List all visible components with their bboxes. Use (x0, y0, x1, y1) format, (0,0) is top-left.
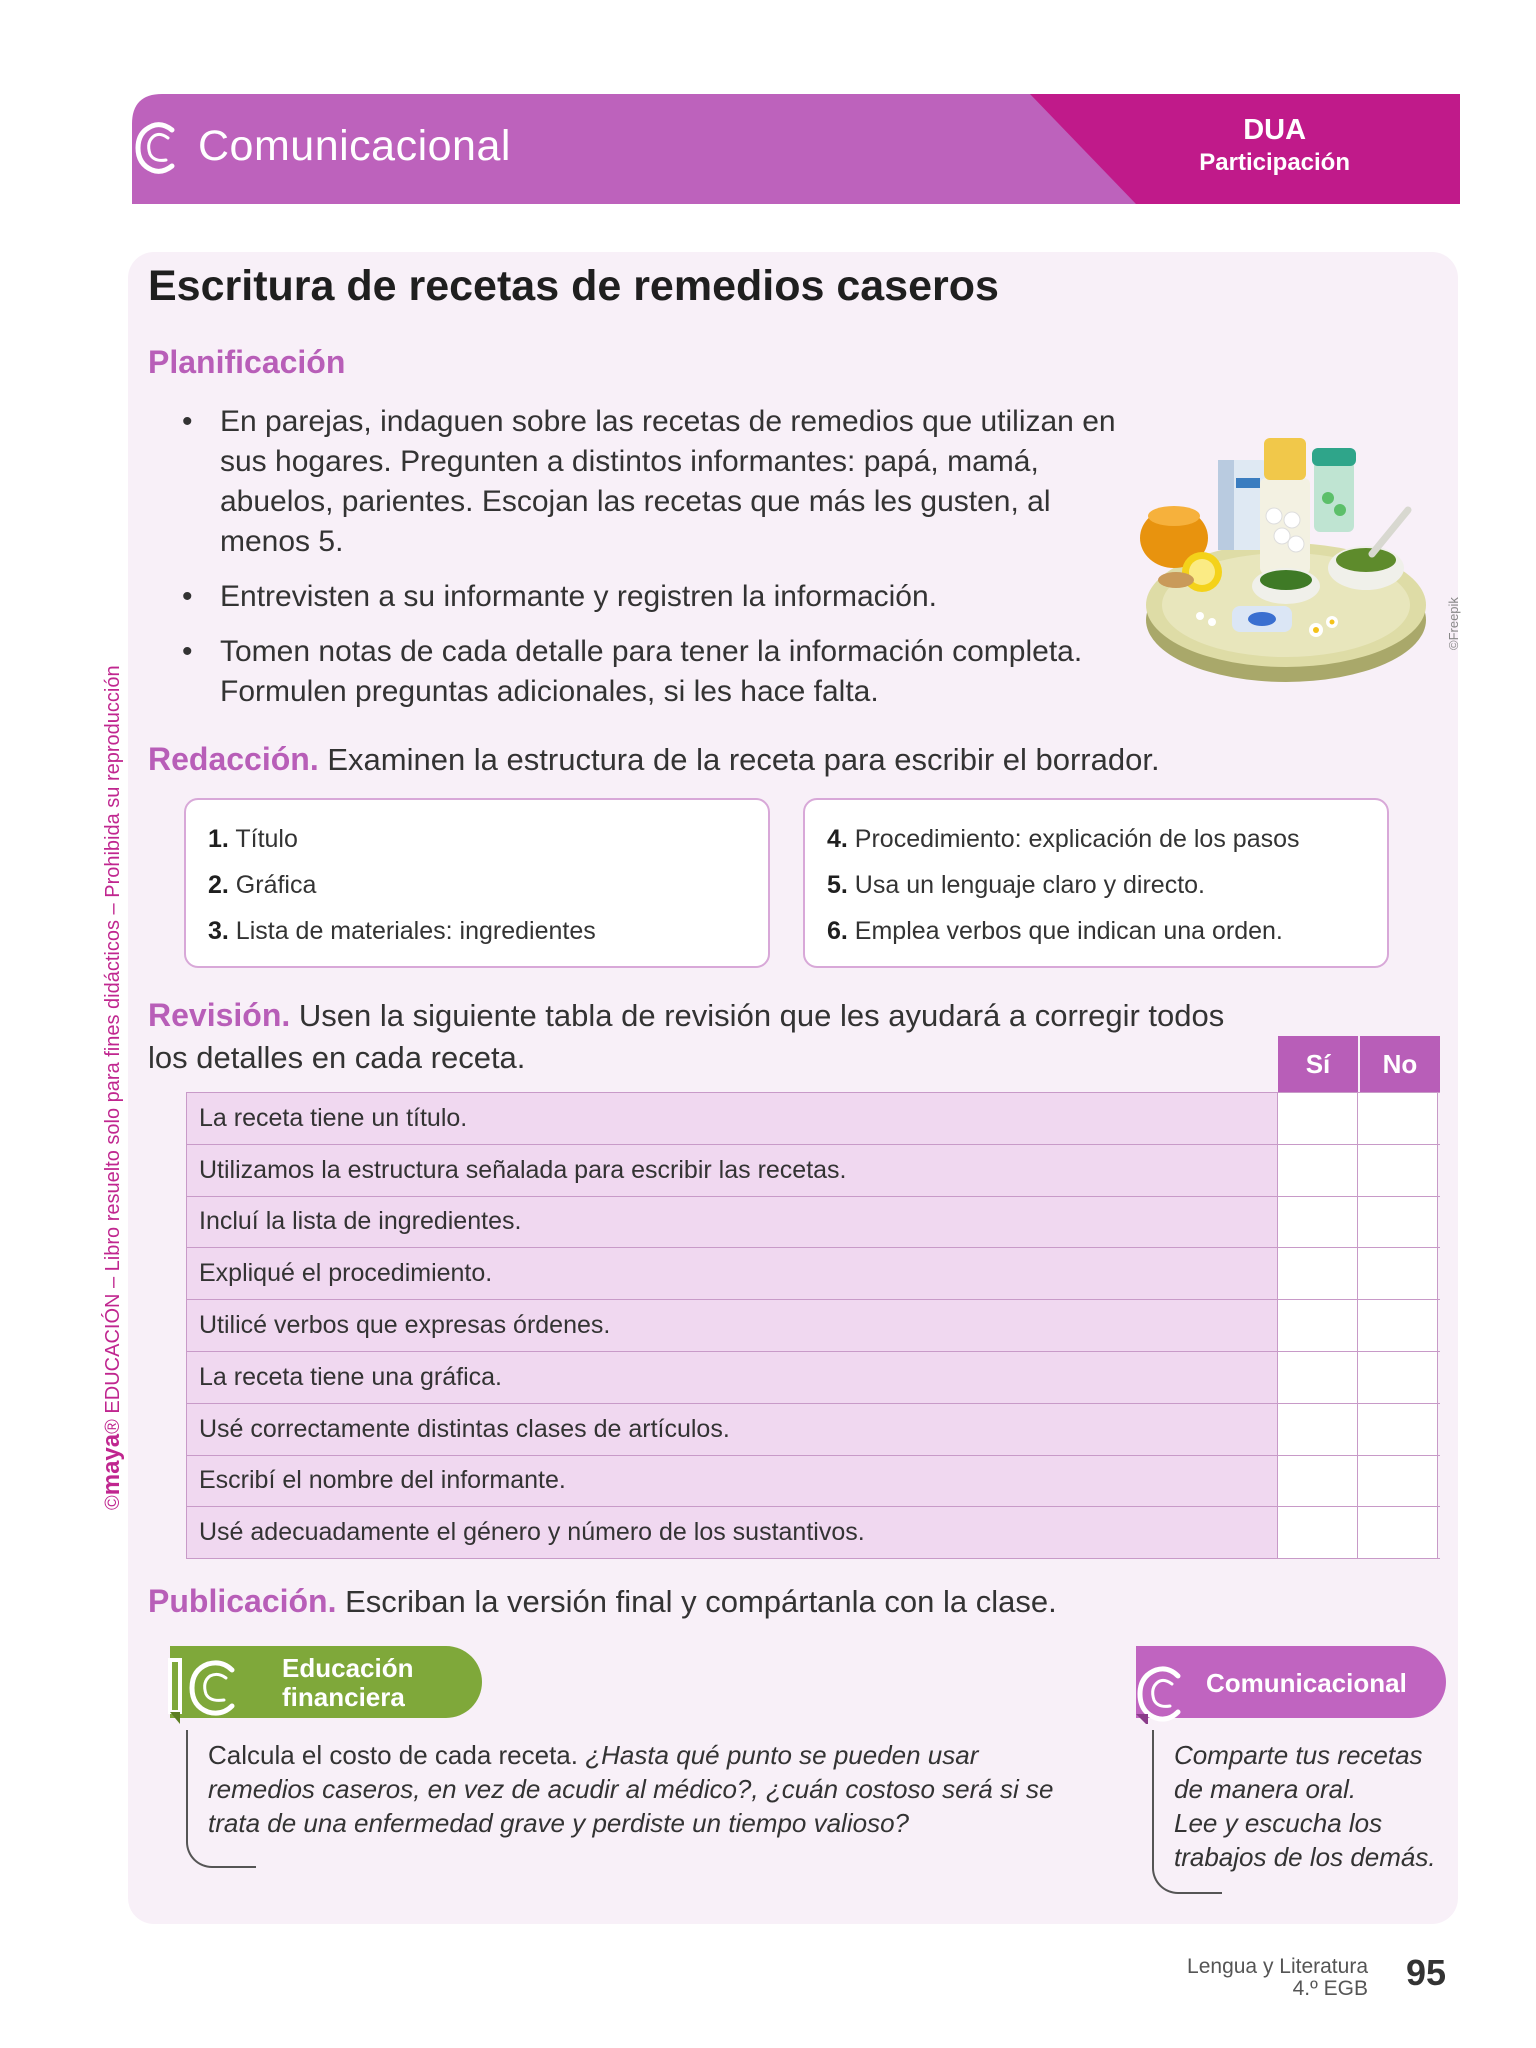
footer-subject (1187, 1956, 1368, 2000)
comunicacional-c-icon (132, 120, 180, 176)
list-item: • Tomen notas de cada detalle para tener la información completa. Formulen preguntas adicionales, si les hace falta. (178, 632, 1118, 712)
redaccion-text: Examinen la estructura de la receta para escribir el borrador. (318, 742, 1160, 777)
checkbox-yes[interactable] (1278, 1456, 1358, 1507)
revision-paragraph (148, 994, 1268, 1079)
planificacion-list (178, 402, 1118, 727)
checkbox-no[interactable] (1358, 1197, 1438, 1248)
publisher-logo: maya (98, 1433, 125, 1496)
structure-item: 2. Gráfica (208, 871, 317, 899)
checkbox-yes[interactable] (1278, 1507, 1358, 1558)
financiera-text (208, 1738, 1068, 1840)
table-row (186, 1248, 1440, 1300)
checkbox-no[interactable] (1358, 1352, 1438, 1403)
checkbox-yes[interactable] (1278, 1404, 1358, 1455)
grade-label: 4.º EGB (1292, 1977, 1368, 2000)
structure-item: 5. Usa un lenguaje claro y directo. (827, 871, 1206, 899)
criterion-cell: Utilizamos la estructura señalada para escribir las recetas. (186, 1145, 1278, 1196)
column-header-no: No (1360, 1036, 1440, 1092)
table-row (186, 1093, 1440, 1145)
publicacion-paragraph (148, 1580, 1057, 1623)
criterion-cell: La receta tiene un título. (186, 1093, 1278, 1144)
text-line: trabajos de los demás. (1174, 1842, 1436, 1872)
checkbox-yes[interactable] (1278, 1300, 1358, 1351)
comunicacional-callout-title: Comunicacional (1206, 1668, 1407, 1698)
image-credit: ©Freepik (1446, 597, 1461, 650)
checkbox-yes[interactable] (1278, 1197, 1358, 1248)
planificacion-heading: Planificación (148, 344, 346, 380)
banner-title: Comunicacional (198, 122, 511, 170)
copyright-text: ® EDUCACIÓN – Libro resuelto solo para fines didácticos – Prohibida su reproducción (102, 665, 124, 1434)
text-line: Comparte tus recetas (1174, 1740, 1423, 1770)
criterion-cell: Usé correctamente distintas clases de artículos. (186, 1404, 1278, 1455)
page-title: Escritura de recetas de remedios caseros (148, 262, 999, 310)
checkbox-no[interactable] (1358, 1145, 1438, 1196)
page-number: 95 (1406, 1952, 1447, 1993)
text-line: de manera oral. (1174, 1774, 1357, 1804)
dua-subtitle: Participación (1199, 149, 1350, 176)
table-row (186, 1507, 1440, 1559)
text-line: Lee y escucha los (1174, 1808, 1383, 1838)
criterion-cell: Escribí el nombre del informante. (186, 1456, 1278, 1507)
dua-badge (1199, 114, 1350, 177)
checkbox-yes[interactable] (1278, 1093, 1358, 1144)
publicacion-text: Escriban la versión final y compártanla con la clase. (336, 1584, 1057, 1619)
criterion-cell: La receta tiene una gráfica. (186, 1352, 1278, 1403)
home-remedies-illustration (1136, 420, 1436, 690)
subject-name: Lengua y Literatura (1187, 1955, 1368, 1978)
list-item: • Entrevisten a su informante y registren la información. (178, 577, 1118, 617)
table-row (186, 1456, 1440, 1508)
table-row (186, 1145, 1440, 1197)
financiera-title-line: Educación (282, 1653, 414, 1683)
column-header-yes: Sí (1278, 1036, 1358, 1092)
checkbox-yes[interactable] (1278, 1145, 1358, 1196)
checkbox-no[interactable] (1358, 1507, 1438, 1558)
revision-table (186, 1092, 1440, 1559)
structure-box-left (184, 798, 770, 968)
publicacion-heading: Publicación. (148, 1583, 337, 1619)
table-row (186, 1197, 1440, 1249)
comunicacional-text (1174, 1738, 1444, 1874)
financiera-text-italic: ¿Hasta qué punto se pueden usar remedios caseros, en vez de acudir al médico?, ¿cuán costoso será si se trata de una enfermedad grave y perdiste un tiempo valioso? (208, 1740, 1054, 1838)
checkbox-no[interactable] (1358, 1404, 1438, 1455)
financiera-title (282, 1654, 413, 1712)
table-row (186, 1404, 1440, 1456)
criterion-cell: Usé adecuadamente el género y número de los sustantivos. (186, 1507, 1278, 1558)
table-row (186, 1352, 1440, 1404)
checkbox-no[interactable] (1358, 1093, 1438, 1144)
financiera-title-line: financiera (282, 1682, 405, 1712)
table-row (186, 1300, 1440, 1352)
structure-item: 1. Título (208, 825, 298, 853)
structure-item: 6. Emplea verbos que indican una orden. (827, 917, 1283, 945)
copyright-symbol: © (102, 1495, 124, 1510)
checkbox-yes[interactable] (1278, 1248, 1358, 1299)
copyright-vertical (98, 665, 126, 1510)
comunicacional-c-icon (1134, 1664, 1184, 1724)
structure-box-right (803, 798, 1389, 968)
criterion-cell: Expliqué el procedimiento. (186, 1248, 1278, 1299)
checkbox-no[interactable] (1358, 1300, 1438, 1351)
redaccion-paragraph (148, 738, 1160, 781)
financiera-text-normal: Calcula el costo de cada receta. (208, 1740, 586, 1770)
checkbox-yes[interactable] (1278, 1352, 1358, 1403)
list-item: • En parejas, indaguen sobre las recetas de remedios que utilizan en sus hogares. Pregunten a distintos informantes: papá, mamá, abuelos, parientes. Escojan las recetas que más les gusten, al menos 5. (178, 402, 1118, 562)
dua-title: DUA (1243, 114, 1307, 146)
structure-item: 4. Procedimiento: explicación de los pasos (827, 825, 1300, 853)
header-banner (132, 94, 1460, 204)
checkbox-no[interactable] (1358, 1456, 1438, 1507)
redaccion-heading: Redacción. (148, 741, 319, 777)
criterion-cell: Utilicé verbos que expresas órdenes. (186, 1300, 1278, 1351)
revision-text: Usen la siguiente tabla de revisión que les ayudará a corregir todos los detalles en cada receta. (148, 998, 1225, 1075)
criterion-cell: Incluí la lista de ingredientes. (186, 1197, 1278, 1248)
checkbox-no[interactable] (1358, 1248, 1438, 1299)
financial-education-icon (168, 1656, 248, 1726)
revision-heading: Revisión. (148, 997, 291, 1033)
structure-item: 3. Lista de materiales: ingredientes (208, 917, 596, 945)
